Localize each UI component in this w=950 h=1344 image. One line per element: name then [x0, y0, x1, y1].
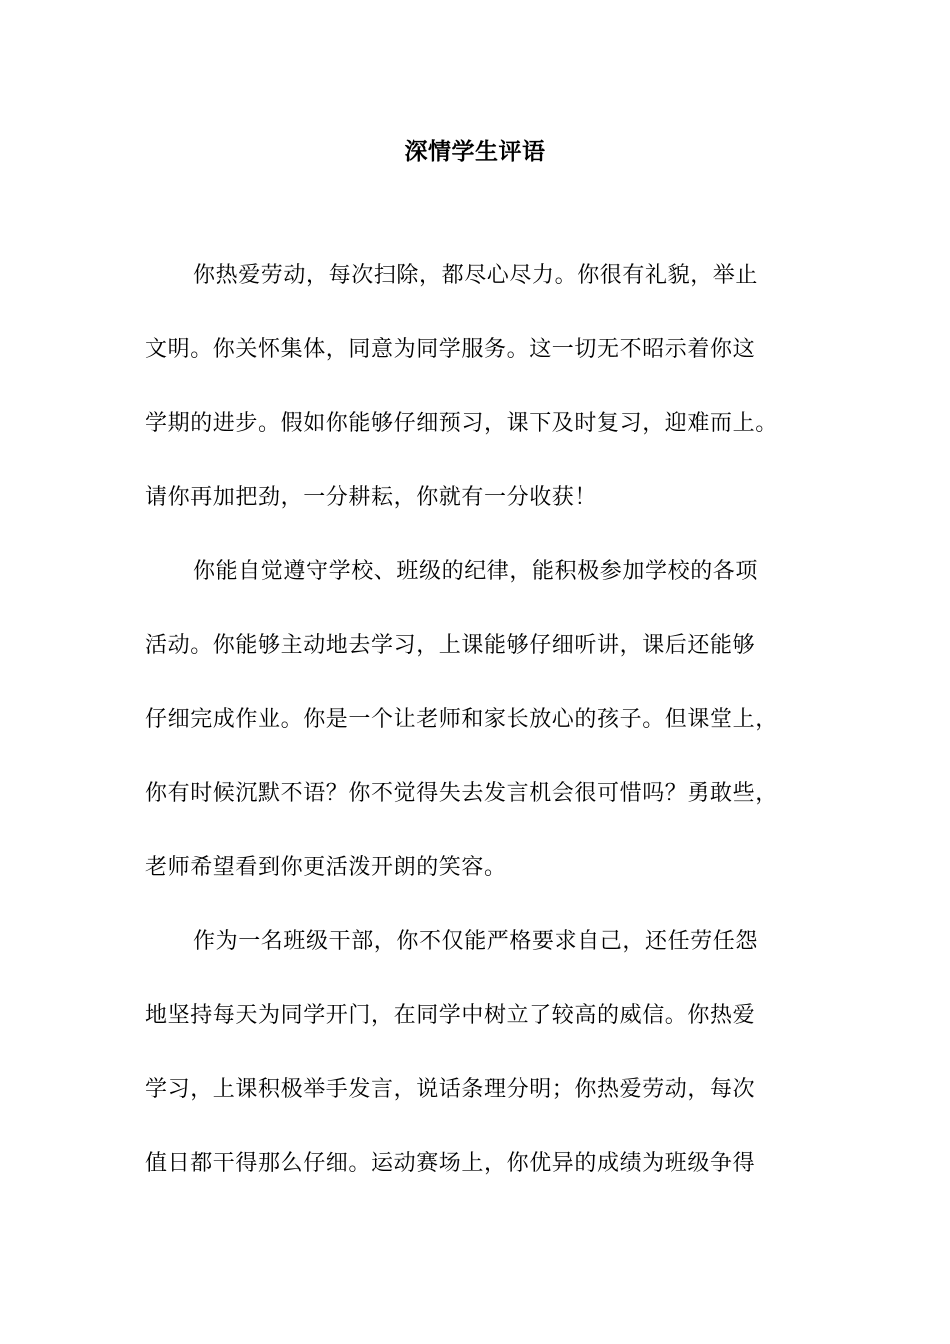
- text-line: 学习，上课积极举手发言，说话条理分明；你热爱劳动，每次: [145, 1077, 756, 1102]
- text-line: 请你再加把劲，一分耕耘，你就有一分收获！: [145, 485, 598, 510]
- document-title: 深情学生评语: [404, 138, 546, 165]
- text-line: 作为一名班级干部，你不仅能严格要求自己，还任劳任怨: [193, 929, 759, 954]
- text-line: 仔细完成作业。你是一个让老师和家长放心的孩子。但课堂上，: [145, 707, 778, 732]
- text-line: 你热爱劳动，每次扫除，都尽心尽力。你很有礼貌，举止: [193, 263, 759, 288]
- text-line: 学期的进步。假如你能够仔细预习，课下及时复习，迎难而上。: [145, 411, 778, 436]
- text-line: 值日都干得那么仔细。运动赛场上，你优异的成绩为班级争得: [145, 1151, 756, 1176]
- text-line: 地坚持每天为同学开门，在同学中树立了较高的威信。你热爱: [145, 1003, 756, 1028]
- text-line: 文明。你关怀集体，同意为同学服务。这一切无不昭示着你这: [145, 337, 756, 362]
- text-line: 你有时候沉默不语？你不觉得失去发言机会很可惜吗？勇敢些，: [145, 781, 778, 806]
- text-line: 你能自觉遵守学校、班级的纪律，能积极参加学校的各项: [193, 559, 759, 584]
- document-body: [145, 255, 835, 1217]
- text-line: 老师希望看到你更活泼开朗的笑容。: [145, 855, 507, 880]
- text-line: 活动。你能够主动地去学习，上课能够仔细听讲，课后还能够: [145, 633, 756, 658]
